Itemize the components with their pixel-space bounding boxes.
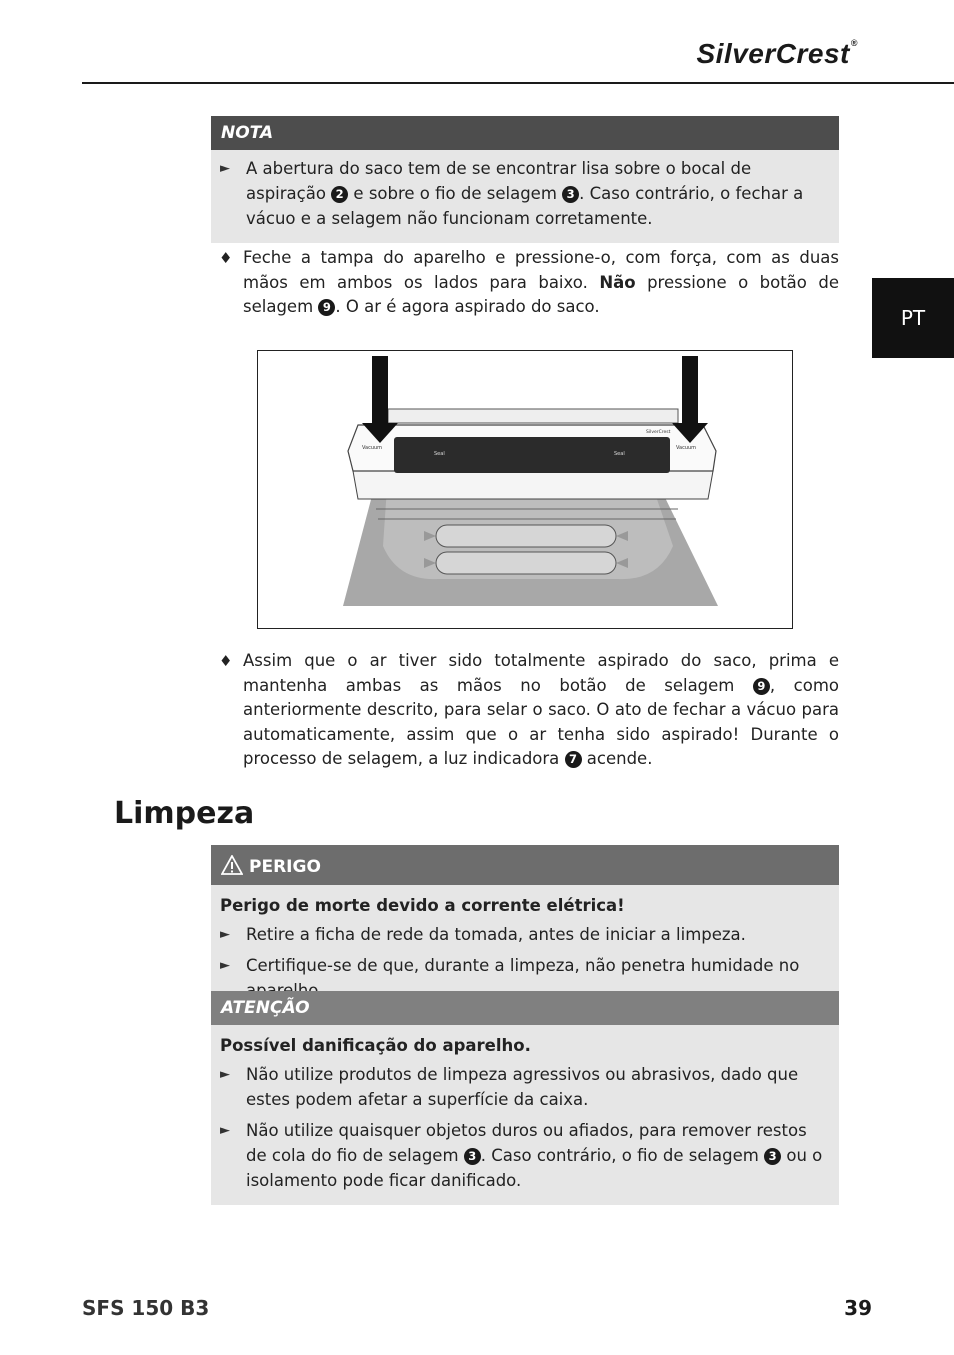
callout-number: 7 (565, 751, 582, 768)
section-heading: Limpeza (114, 796, 255, 831)
danger-title: PERIGO (249, 857, 321, 877)
note-body (211, 150, 839, 243)
caution-body (211, 1025, 839, 1205)
caution-item: ► Não utilize produtos de limpeza agressivos ou abrasivos, dado que estes podem afetar a superfície da caixa. (220, 1062, 829, 1112)
note-item: ► A abertura do saco tem de se encontrar lisa sobre o bocal de aspiração 2 e sobre o fio de selagem 3 . Caso contrário, o fechar a vácuo e a selagem não funcionam corretamente. (220, 156, 829, 231)
warning-triangle-icon (221, 855, 243, 875)
arrow-bullet-icon: ► (220, 1067, 230, 1082)
callout-number: 3 (464, 1148, 481, 1165)
diamond-bullet-icon: ♦ (219, 652, 233, 670)
note-title: NOTA (211, 116, 839, 150)
callout-number: 3 (562, 186, 579, 203)
language-tab (872, 278, 954, 358)
danger-item: ► Certifique-se de que, durante a limpeza, não penetra humidade no (220, 953, 829, 1003)
danger-box (211, 845, 839, 1015)
figure-brand-label: SilverCrest (646, 430, 671, 435)
step-paragraph-2: ♦ Assim que o ar tiver sido totalmente aspirado do saco, prima e mantenha ambas as mãos no botão de selagem 9 , como anteriormente descrito, para selar o saco. O ato de fechar a vácuo para automaticamente, assim que o ar tenha sido aspirado! Durante o processo de selagem, a luz indicadora 7 acende. (219, 651, 839, 768)
arrow-bullet-icon: ► (220, 161, 230, 176)
brand-logo: SilverCrest® (696, 38, 858, 69)
note-box (211, 116, 839, 243)
caution-item: ► Não utilize quaisquer objetos duros ou afiados, para remover restos de cola do fio de selagem 3 . Caso contrário, o fio de selagem 3 ou o isolamento pode ficar danificado. (220, 1118, 829, 1193)
page-number: 39 (844, 1296, 872, 1320)
caution-subtitle: Possível danificação do aparelho. (220, 1036, 531, 1055)
callout-number: 9 (753, 678, 770, 695)
language-tab-label: PT (900, 306, 926, 330)
danger-header (211, 845, 839, 885)
figure-label-seal-left: Seal (434, 451, 445, 457)
figure-label-vacuum-right: Vacuum (676, 445, 697, 451)
danger-item: ► Retire a ficha de rede da tomada, antes de iniciar a limpeza. (220, 922, 829, 947)
footer-model: SFS 150 B3 (82, 1296, 210, 1320)
caution-title: ATENÇÃO (211, 991, 839, 1025)
callout-number: 3 (764, 1148, 781, 1165)
arrow-bullet-icon: ► (220, 1123, 230, 1138)
danger-subtitle: Perigo de morte devido a corrente elétrica! (220, 896, 625, 915)
callout-number: 2 (331, 186, 348, 203)
step-paragraph-1: ♦ Feche a tampa do aparelho e pressione-o, com força, com as duas mãos em ambos os lados para baixo. Não pressione o botão de selagem 9 . O ar é agora aspirado do saco. (219, 248, 839, 316)
device-illustration (257, 350, 793, 629)
arrow-bullet-icon: ► (220, 927, 230, 942)
device-illustration-svg (258, 351, 791, 627)
callout-number: 9 (318, 299, 335, 316)
diamond-bullet-icon: ♦ (219, 249, 233, 267)
caution-box (211, 991, 839, 1205)
arrow-bullet-icon: ► (220, 958, 230, 973)
figure-label-seal-right: Seal (614, 451, 625, 457)
figure-label-vacuum-left: Vacuum (362, 445, 383, 451)
header-rule (82, 82, 954, 84)
